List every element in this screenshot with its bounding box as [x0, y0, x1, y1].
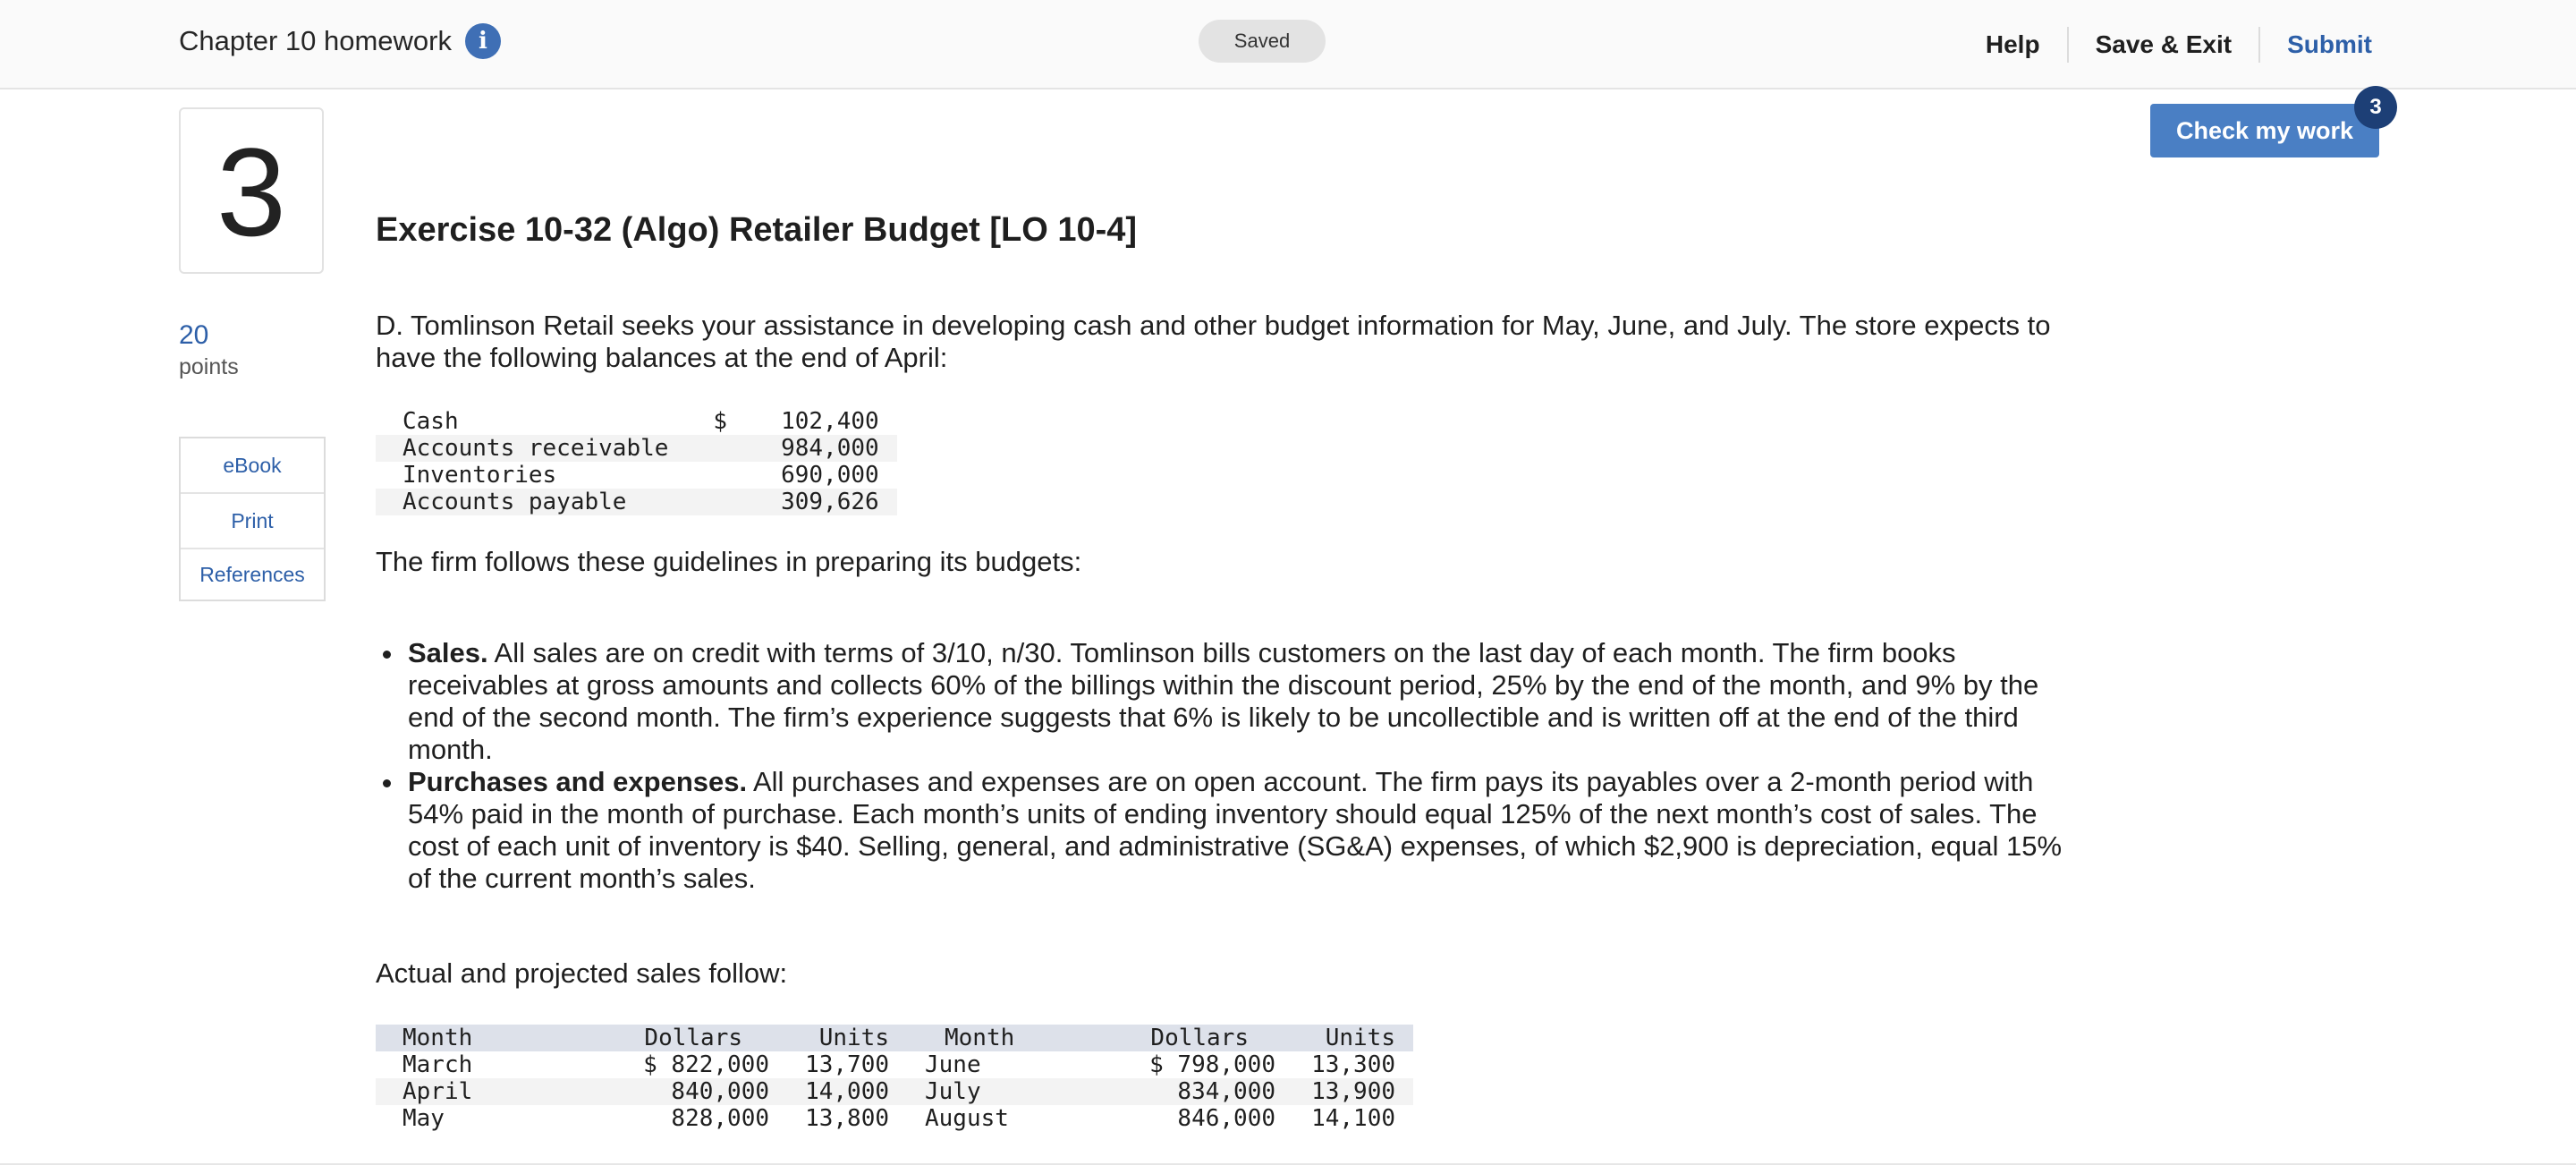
table-cell: July [898, 1078, 1106, 1105]
bullet-text: All purchases and expenses are on open account. The firm pays its payables over a 2-month period with 54% paid in the month of purchase. Each month’s units of ending inventory should equal 125% of the next month’s cost of sales. The cost of each unit of inventory is $40. Selling, general, and administrative (SG&A) expenses, of which $2,900 is depreciation, equal 15% of the current month’s sales. [408, 766, 2063, 894]
table-cell: June [925, 1051, 981, 1078]
table-cell: August [925, 1105, 1009, 1132]
table-cell: 13,700 [805, 1051, 889, 1078]
table-cell: $ 798,000 [1149, 1051, 1275, 1078]
guidelines-list [376, 637, 2089, 895]
table-cell: 13,800 [805, 1105, 889, 1132]
column-header: Units [769, 1025, 898, 1051]
print-link[interactable]: Print [181, 494, 324, 549]
points-label: points [179, 354, 239, 379]
table-cell: April [376, 1078, 599, 1105]
column-header: Month [376, 1025, 599, 1051]
balance-symbol [686, 435, 745, 462]
submit-link[interactable]: Submit [2287, 30, 2372, 58]
balance-amount: 984,000 [745, 435, 897, 462]
table-cell: May [402, 1105, 445, 1132]
balance-label: Cash [402, 408, 459, 435]
column-header: Dollars [599, 1025, 769, 1051]
balances-table [376, 408, 897, 515]
table-row [376, 435, 897, 462]
table-row [376, 462, 897, 489]
references-link[interactable]: References [199, 563, 305, 586]
question-number: 3 [179, 107, 324, 274]
table-cell: 828,000 [671, 1105, 769, 1132]
table-header-row [376, 1025, 1413, 1051]
table-cell: 834,000 [1106, 1078, 1275, 1105]
help-link[interactable]: Help [1985, 30, 2040, 58]
table-cell: $ 822,000 [643, 1051, 769, 1078]
ebook-link[interactable]: eBook [181, 438, 324, 494]
guidelines-intro: The firm follows these guidelines in preparing its budgets: [376, 546, 1082, 577]
column-header: Dollars [1106, 1025, 1275, 1051]
balance-amount: 690,000 [781, 462, 879, 489]
bullet-heading: Sales. [408, 637, 488, 668]
table-row [376, 1078, 1413, 1105]
sales-table [376, 1025, 1413, 1132]
balance-label: Inventories [402, 462, 557, 489]
balance-label: Accounts payable [376, 489, 686, 515]
table-cell: 13,300 [1311, 1051, 1395, 1078]
exercise-title: Exercise 10-32 (Algo) Retailer Budget [LO 10-4] [376, 211, 1138, 249]
table-cell: 13,900 [1275, 1078, 1413, 1105]
top-bar [0, 0, 2576, 89]
bullet-heading: Purchases and expenses. [408, 766, 748, 797]
page-bottom-divider [0, 1163, 2576, 1165]
balance-symbol [686, 489, 745, 515]
table-cell: 14,000 [769, 1078, 898, 1105]
table-row [376, 408, 897, 435]
assignment-title: Chapter 10 homework [179, 25, 452, 56]
check-my-work-button[interactable]: Check my work [2150, 104, 2379, 157]
intro-paragraph: D. Tomlinson Retail seeks your assistance in developing cash and other budget information for May, June, and July. The store expects to have the following balances at the end of April: [376, 310, 2051, 373]
column-header: Units [1275, 1025, 1413, 1051]
balance-symbol [686, 462, 745, 489]
top-nav [1959, 25, 2372, 64]
save-status-badge: Saved [1199, 20, 1326, 63]
check-attempts-badge: 3 [2354, 86, 2397, 129]
table-cell: March [402, 1051, 473, 1078]
table-cell: 846,000 [1177, 1105, 1275, 1132]
table-row [376, 1105, 1413, 1132]
balance-symbol: $ [713, 408, 728, 435]
points-value: 20 [179, 320, 209, 350]
sales-intro: Actual and projected sales follow: [376, 957, 788, 989]
list-item [408, 766, 2089, 895]
list-item [408, 637, 2089, 766]
balance-label: Accounts receivable [376, 435, 686, 462]
column-header: Month [898, 1025, 1106, 1051]
balance-amount: 102,400 [781, 408, 879, 435]
balance-amount: 309,626 [745, 489, 897, 515]
table-cell: 14,100 [1311, 1105, 1395, 1132]
table-row [376, 489, 897, 515]
table-row [376, 1051, 1413, 1078]
table-cell: 840,000 [599, 1078, 769, 1105]
resources-panel [179, 437, 326, 601]
info-icon[interactable]: i [465, 23, 501, 59]
save-exit-link[interactable]: Save & Exit [2095, 30, 2233, 58]
bullet-text: All sales are on credit with terms of 3/10, n/30. Tomlinson bills customers on the last day of each month. The firm books receivables at gross amounts and collects 60% of the billings within the discount period, 25% by the end of the month, and 9% by the end of the second month. The firm’s experience suggests that 6% is likely to be uncollectible and is written off at the end of the third month. [408, 637, 2039, 765]
